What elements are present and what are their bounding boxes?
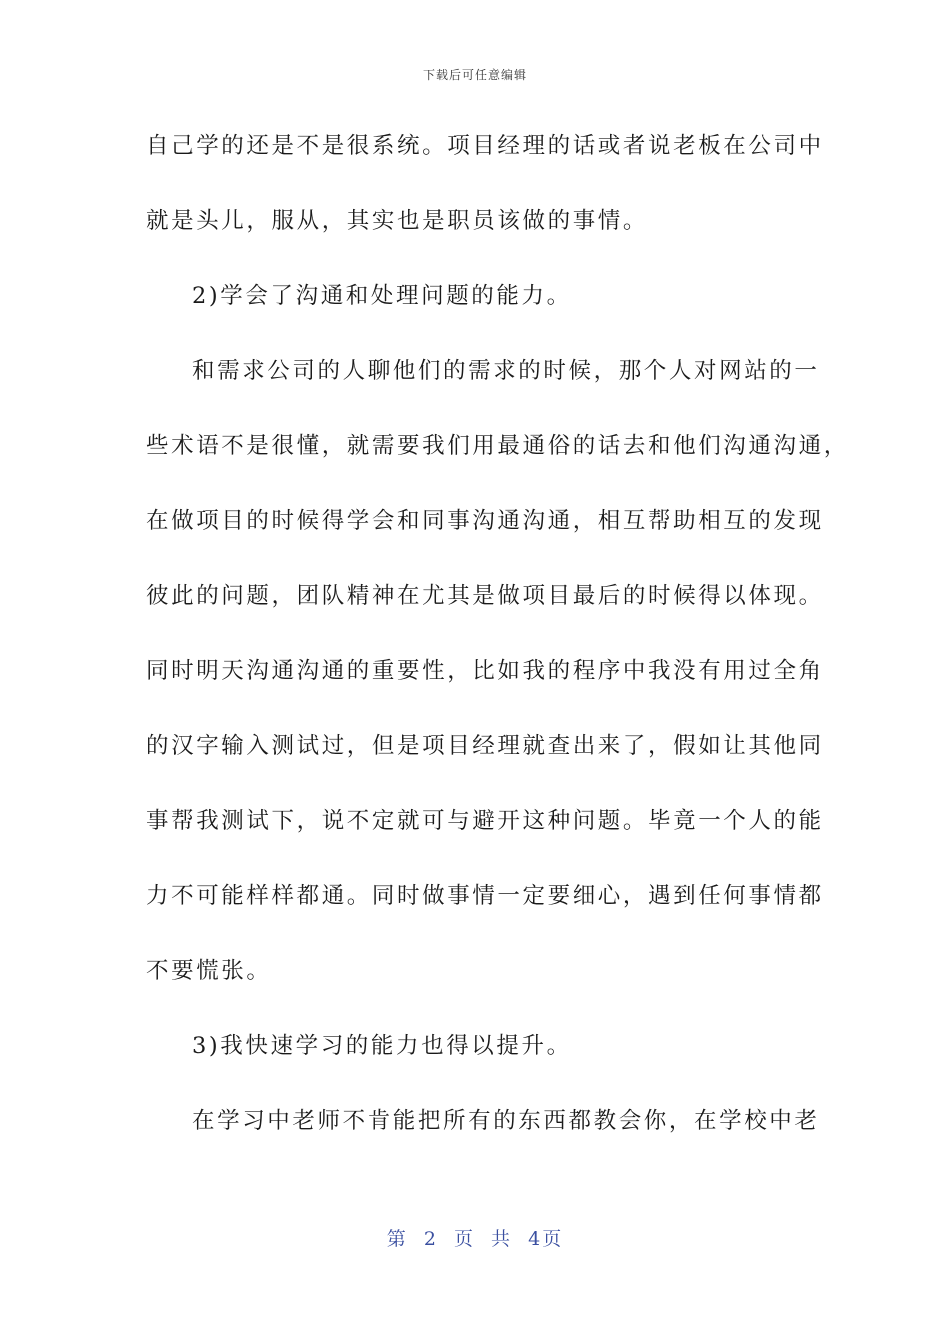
body-line-12: 不要慌张。 — [146, 958, 272, 984]
page-header: 下载后可任意编辑 — [422, 68, 527, 82]
body-line-2: 就是头儿，服从，其实也是职员该做的事情。 — [146, 208, 649, 234]
page-footer — [0, 1224, 950, 1251]
body-line-4: 和需求公司的人聊他们的需求的时候，那个人对网站的一 — [192, 358, 820, 384]
footer-prefix: 第 — [386, 1228, 408, 1250]
body-line-6: 在做项目的时候得学会和同事沟通沟通，相互帮助相互的发现 — [146, 508, 824, 534]
body-line-14: 在学习中老师不肯能把所有的东西都教会你，在学校中老 — [192, 1108, 820, 1134]
body-line-11: 力不可能样样都通。同时做事情一定要细心，遇到任何事情都 — [146, 883, 824, 909]
footer-total-pages: 4页 — [528, 1228, 564, 1250]
body-line-8: 同时明天沟通沟通的重要性，比如我的程序中我没有用过全角 — [146, 658, 824, 684]
body-line-10: 事帮我测试下，说不定就可与避开这种问题。毕竟一个人的能 — [146, 808, 824, 834]
footer-total-prefix: 共 — [491, 1228, 513, 1250]
body-line-3: 2)学会了沟通和处理问题的能力。 — [192, 283, 572, 309]
footer-page-label: 页 — [453, 1228, 475, 1250]
body-line-13: 3)我快速学习的能力也得以提升。 — [192, 1033, 572, 1059]
body-line-5: 些术语不是很懂，就需要我们用最通俗的话去和他们沟通沟通， — [146, 433, 849, 459]
document-body — [146, 120, 849, 1170]
body-line-7: 彼此的问题，团队精神在尤其是做项目最后的时候得以体现。 — [146, 583, 824, 609]
body-line-9: 的汉字输入测试过，但是项目经理就查出来了，假如让其他同 — [146, 733, 824, 759]
body-line-1: 自己学的还是不是很系统。项目经理的话或者说老板在公司中 — [146, 133, 824, 159]
footer-current-page: 2 — [423, 1228, 438, 1250]
